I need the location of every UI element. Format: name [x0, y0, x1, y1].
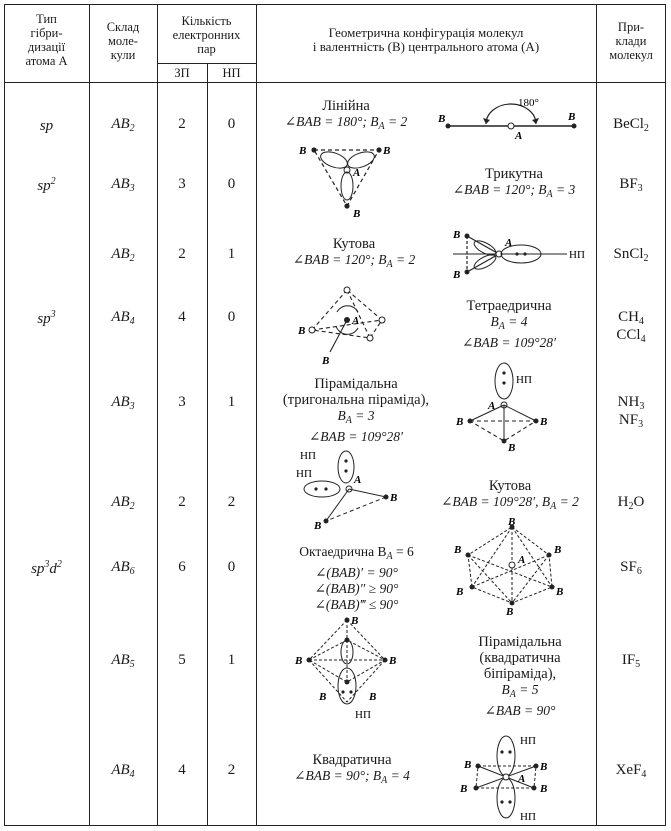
hybrid-type: $sp^3$: [37, 309, 56, 327]
svg-text:B: B: [438, 113, 446, 125]
geometry-row-9: Квадратична ∠BAB = 90°; $B_A = 4$: [294, 752, 410, 786]
example-molecule: $CH_4$: [618, 309, 644, 327]
lone-pairs: 2: [227, 494, 236, 510]
examples: [596, 559, 666, 577]
svg-text:B: B: [319, 691, 327, 703]
header-lone-pairs: НП: [222, 66, 241, 80]
example-molecule: $BF_3$: [619, 176, 643, 194]
svg-text:B: B: [540, 416, 548, 428]
composition: $AB_4$: [111, 762, 135, 780]
svg-text:B: B: [456, 416, 464, 428]
hybridization-table: [4, 4, 666, 826]
bonding-pairs: 5: [178, 652, 186, 668]
svg-text:A: A: [488, 400, 496, 412]
header-electron-pairs: Кількість електронних пар: [172, 14, 241, 56]
svg-text:B: B: [298, 325, 306, 337]
svg-text:B: B: [390, 492, 398, 504]
svg-text:A: A: [505, 237, 513, 249]
bonding-pairs: 3: [178, 394, 186, 410]
svg-text:НП: НП: [516, 374, 532, 386]
examples: [596, 176, 666, 194]
bonding-pairs: 4: [178, 762, 186, 778]
examples: [596, 494, 666, 512]
example-molecule: XeF$_4$: [615, 762, 647, 780]
bonding-pairs: 2: [178, 116, 186, 132]
svg-text:A: A: [353, 167, 361, 179]
lone-pairs: 0: [227, 116, 236, 132]
col-divider: [256, 4, 257, 826]
svg-text:B: B: [454, 544, 462, 556]
composition: $AB_5$: [111, 652, 135, 670]
svg-text:B: B: [453, 269, 461, 281]
svg-text:НП: НП: [569, 249, 585, 261]
composition: $AB_2$: [111, 246, 135, 264]
bent-two-lone-pairs-diagram: [294, 449, 404, 534]
octahedral-molecule-diagram: [454, 516, 569, 618]
lone-pairs: 0: [227, 559, 236, 575]
svg-text:НП: НП: [300, 450, 316, 462]
geometry-row-2: Трикутна ∠BAB = 120°; $B_A = 3$: [452, 166, 576, 200]
composition: $AB_3$: [111, 394, 135, 412]
lone-pairs: 0: [227, 309, 236, 325]
lone-pairs: 0: [227, 176, 236, 192]
lone-pairs: 1: [227, 394, 236, 410]
svg-text:180°: 180°: [518, 97, 539, 109]
svg-text:A: A: [354, 474, 362, 486]
example-molecule: $IF_5$: [621, 652, 641, 670]
examples: [596, 762, 666, 780]
geometry-row-5: Пірамідальна (тригональна піраміда), $B_A = 3$ ∠BAB = 109°28′: [282, 376, 430, 444]
geometry-row-7: Октаедрична $B_A = 6$ ∠(BAB)′ = 90° ∠(BAB)″ ≥ 90° ∠(BAB)‴ ≤ 90°: [299, 544, 414, 612]
svg-text:B: B: [353, 208, 361, 220]
svg-text:B: B: [540, 783, 548, 795]
composition: $AB_6$: [111, 559, 135, 577]
header-geometry: Геометрична конфігурація молекул і валентність (В) центрального атома (А): [312, 25, 540, 54]
svg-text:B: B: [453, 229, 461, 241]
pyramidal-molecule-diagram: [456, 359, 566, 454]
svg-text:B: B: [554, 544, 562, 556]
svg-text:B: B: [506, 606, 514, 618]
square-pyramidal-molecule-diagram: [289, 616, 404, 726]
svg-text:НП: НП: [296, 468, 312, 480]
tetrahedral-molecule-diagram: [292, 282, 402, 366]
composition: $AB_3$: [111, 176, 135, 194]
svg-text:A: A: [352, 315, 360, 327]
lone-pairs: 1: [227, 652, 236, 668]
examples: [596, 394, 666, 430]
svg-text:НП: НП: [520, 811, 536, 823]
svg-text:B: B: [295, 655, 303, 667]
svg-text:A: A: [518, 773, 526, 785]
svg-text:B: B: [568, 111, 576, 123]
geometry-row-8: Пірамідальна (квадратична біпіраміда), $B_A = 5$ ∠BAB = 90°: [478, 634, 562, 718]
svg-text:B: B: [314, 520, 322, 532]
header-composition: Склад моле- кули: [106, 20, 140, 62]
hybrid-type: $sp^2$: [37, 176, 56, 194]
header-examples: При- клади молекул: [609, 20, 653, 62]
example-molecule: $H_2O$: [617, 494, 645, 512]
svg-text:B: B: [456, 586, 464, 598]
lone-pairs: 2: [227, 762, 236, 778]
svg-text:B: B: [351, 615, 359, 627]
bent-molecule-diagram: [449, 226, 594, 284]
hybrid-type: sp: [39, 118, 54, 134]
composition: $AB_2$: [111, 116, 135, 134]
svg-text:B: B: [508, 516, 516, 528]
bonding-pairs: 6: [178, 559, 186, 575]
geometry-row-1: Лінійна ∠BAB = 180°; $B_A = 2$: [284, 98, 408, 132]
svg-text:B: B: [460, 783, 468, 795]
geometry-row-3: Кутова ∠BAB = 120°; $B_A = 2$: [292, 236, 416, 270]
svg-text:A: A: [518, 554, 526, 566]
svg-text:B: B: [389, 655, 397, 667]
composition: $AB_4$: [111, 309, 135, 327]
linear-molecule-diagram: [436, 94, 586, 144]
bonding-pairs: 4: [178, 309, 186, 325]
example-molecule: SnCl$_2$: [613, 246, 649, 264]
geometry-row-4: Тетраедрична $B_A = 4$ ∠BAB = 109°28′: [461, 298, 556, 350]
examples: [596, 309, 666, 345]
bonding-pairs: 3: [178, 176, 186, 192]
header-divider: [4, 82, 666, 83]
examples: [596, 246, 666, 264]
svg-text:B: B: [540, 761, 548, 773]
example-molecule: BeCl$_2$: [613, 116, 649, 134]
square-planar-molecule-diagram: [456, 732, 576, 824]
svg-text:B: B: [556, 586, 564, 598]
geometry-row-6: Кутова ∠BAB = 109°28′, $B_A = 2$: [441, 478, 579, 512]
svg-text:A: A: [515, 130, 523, 142]
svg-text:НП: НП: [520, 735, 536, 747]
svg-text:B: B: [508, 442, 516, 454]
example-molecule: $SF_6$: [620, 559, 642, 577]
composition: $AB_2$: [111, 494, 135, 512]
svg-text:B: B: [383, 145, 391, 157]
svg-text:НП: НП: [355, 709, 371, 721]
bonding-pairs: 2: [178, 246, 186, 262]
examples: [596, 652, 666, 670]
examples: [596, 116, 666, 134]
svg-text:B: B: [369, 691, 377, 703]
hybrid-type: $sp^3d^2$: [31, 559, 62, 577]
bonding-pairs: 2: [178, 494, 186, 510]
svg-text:B: B: [299, 145, 307, 157]
header-hybrid-type: Тип гібри- дизації атома A: [25, 12, 68, 68]
subheader-divider: [157, 63, 256, 64]
example-molecule: CCl$_4$: [616, 327, 646, 345]
trigonal-molecule-diagram: [289, 138, 399, 218]
header-bonding-pairs: ЗП: [174, 66, 190, 80]
lone-pairs: 1: [227, 246, 236, 262]
svg-text:B: B: [322, 355, 330, 367]
example-molecule: $NH_3$: [617, 394, 645, 412]
example-molecule: $NF_3$: [618, 412, 644, 430]
svg-text:B: B: [464, 759, 472, 771]
